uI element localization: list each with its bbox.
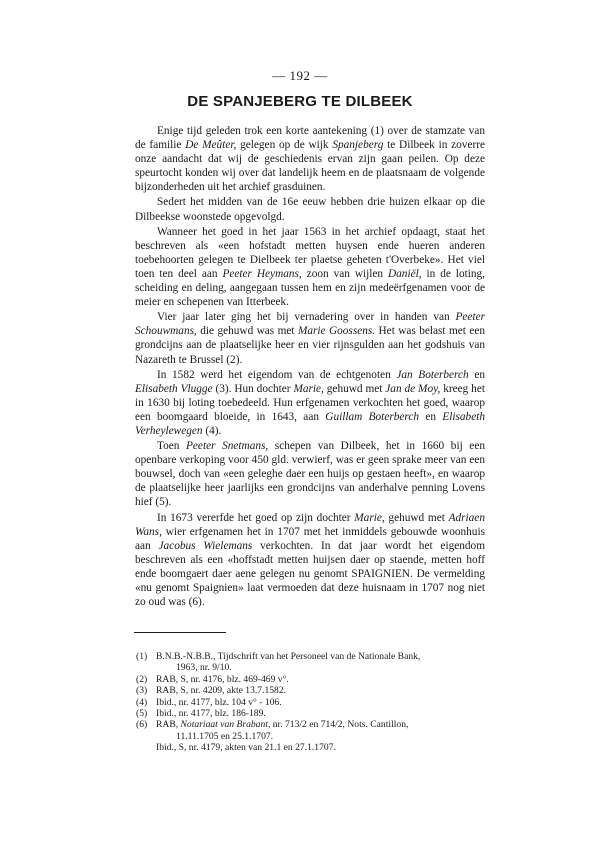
person-name: Jan de Moy, — [385, 382, 441, 395]
footnote-1 — [136, 651, 488, 662]
text-run: Vier jaar later ging het bij vernadering over in handen van — [157, 311, 456, 324]
text-run: RAB, — [156, 719, 181, 731]
footnote-number: (4) — [136, 696, 148, 708]
text-run: Toen — [157, 440, 187, 453]
paragraph-7 — [135, 511, 485, 610]
footnote-text-continued: 11.11.1705 en 25.1.1707. — [176, 730, 274, 742]
text-run: Enige tijd geleden trok een korte aantekening (1) over de stamzate van de familie — [135, 125, 485, 152]
footnote-6 — [136, 719, 488, 730]
article-body — [135, 124, 485, 610]
person-name: Guillam Boterberch — [325, 410, 420, 423]
person-name: Daniël, — [387, 267, 422, 280]
text-run: gehuwd met — [384, 511, 449, 524]
text-run: wier erfgenamen het in 1707 met het inmiddels gebouwde woonhuis aan — [135, 525, 485, 552]
text-run: In 1673 vererfde het goed op zijn dochter — [157, 511, 355, 524]
paragraph-2: Sedert het midden van de 16e eeuw hebben drie huizen elkaar op die Dilbeekse woonstede opgevolgd. — [135, 196, 485, 223]
place-name: Spanjeberg — [332, 139, 384, 152]
person-name: Peeter Snetmans, — [186, 440, 269, 453]
person-name: Marie Goossens. — [297, 325, 376, 338]
footnotes — [136, 651, 488, 754]
footnote-number: (3) — [136, 685, 148, 697]
person-name: Jan Boterberch — [396, 368, 469, 381]
text-run: schepen van Dilbeek, het in 1660 bij een openbare verkoping voor 450 gld. verwierf, was er geen sprake meer van een bouwsel, doch van «een geleghe daer een huijs op gestaen heeft», en waarop de plaatselijke heer jaarlijks een grondcijns van anderhalve penning Lovens hief (5). — [135, 440, 485, 509]
paragraph-4 — [135, 310, 485, 366]
archive-title: Notariaat van Brabant, — [180, 719, 271, 731]
text-run: gehuwd met — [323, 382, 386, 395]
text-run: en — [468, 368, 485, 381]
text-run: te Dilbeek in zoverre onze aandacht dat wij de geschiedenis ervan zijn gaan peilen. Op deze speurtocht konden wij over dat landelijk heem en de plaatsnaam de volgende bijzonderheden uit het archief grasduinen. — [135, 139, 485, 194]
paragraph-6 — [135, 439, 485, 509]
footnote-text: Ibid., nr. 4177, blz. 104 v° - 106. — [156, 696, 282, 708]
text-run: (3). Hun dochter — [212, 382, 294, 395]
text-run: en — [419, 410, 443, 423]
footnote-2 — [136, 674, 488, 685]
footnote-text: RAB, S, nr. 4176, blz. 469-469 v°. — [156, 673, 289, 685]
text-run: Het was belast met een grondcijns aan de plaatselijke heer en vier rijnsgulden aan het godshuis van Nazareth te Brussel (2). — [135, 325, 485, 366]
footnote-text — [156, 719, 488, 730]
text-run: nr. 713/2 en 714/2, Nots. Cantillon, — [270, 719, 409, 731]
person-name: Elisabeth Vlugge — [135, 382, 213, 395]
person-name: Peeter Schouwmans, — [135, 311, 485, 338]
text-run: kreeg het in 1630 bij loting toebedeeld. Hun erfgenamen verkochten het goed, waarop een boomgaard bloeide, in 1643, aan — [135, 382, 485, 423]
person-name: Marie, — [354, 511, 385, 524]
paragraph-1 — [135, 124, 485, 194]
text-run: in de loting, scheiding en deling, aangegaan tussen hem en zijn medeërfgenamen voor de meier en schepenen van Itterbeek. — [135, 267, 485, 309]
footnote-number: (5) — [136, 708, 148, 720]
person-name: Marie, — [293, 382, 324, 395]
person-name: Elisabeth Verheylewegen — [135, 410, 486, 437]
page-number: — 192 — — [272, 68, 328, 83]
paragraph-3 — [135, 225, 485, 310]
paragraph-5 — [135, 368, 485, 438]
person-name: Peeter Heymans, — [222, 267, 302, 280]
footnote-4 — [136, 697, 488, 708]
text-run: verkochten. In dat jaar wordt het eigendom beschreven als een «hoffstadt metten huijsen daer op staende, metten hoff ende boomgaert daer aene gelegen nu genomt SPAIGNIEN. De vermelding «nu genomt Spaignien» laat vermoeden dat deze huisnaam in 1707 nog niet zo oud was (6). — [135, 539, 485, 609]
footnote-3 — [136, 685, 488, 696]
footnote-text: B.N.B.-N.B.B., Tijdschrift van het Personeel van de Nationale Bank, — [156, 651, 421, 662]
family-name: De Meûter, — [185, 139, 237, 152]
person-name: Jacobus Wielemans — [158, 539, 253, 552]
text-run: die gehuwd was met — [196, 325, 298, 338]
footnote-text-continued: 1963, nr. 9/10. — [176, 662, 232, 674]
text-run: zoon van wijlen — [301, 267, 388, 280]
text-run: In 1582 werd het eigendom van de echtgenoten — [157, 368, 397, 381]
article-title: DE SPANJEBERG TE DILBEEK — [187, 93, 413, 110]
person-name: Adriaen Wans, — [135, 511, 485, 538]
footnote-5 — [136, 708, 488, 719]
footnote-number: (1) — [136, 651, 148, 662]
footnote-divider — [134, 632, 226, 633]
footnote-text-continued: Ibid., S, nr. 4179, akten van 21.1 en 27.1.1707. — [156, 742, 336, 754]
footnote-number: (6) — [136, 719, 148, 731]
text-run: (4). — [202, 424, 222, 437]
footnote-number: (2) — [136, 673, 148, 685]
footnote-text: RAB, S, nr. 4209, akte 13.7.1582. — [156, 685, 287, 697]
footnote-text: Ibid., nr. 4177, blz. 186-189. — [156, 708, 266, 720]
text-run: Wanneer het goed in het jaar 1563 in het archief opdaagt, staat het beschreven als «een hofstadt metten huysen ende hueren anderen toebehoorten gelegen te Dielbeek ter plaetse geheten t'Overbeke». Het viel toen ten deel aan — [135, 225, 485, 280]
text-run: gelegen op de wijk — [236, 139, 333, 152]
